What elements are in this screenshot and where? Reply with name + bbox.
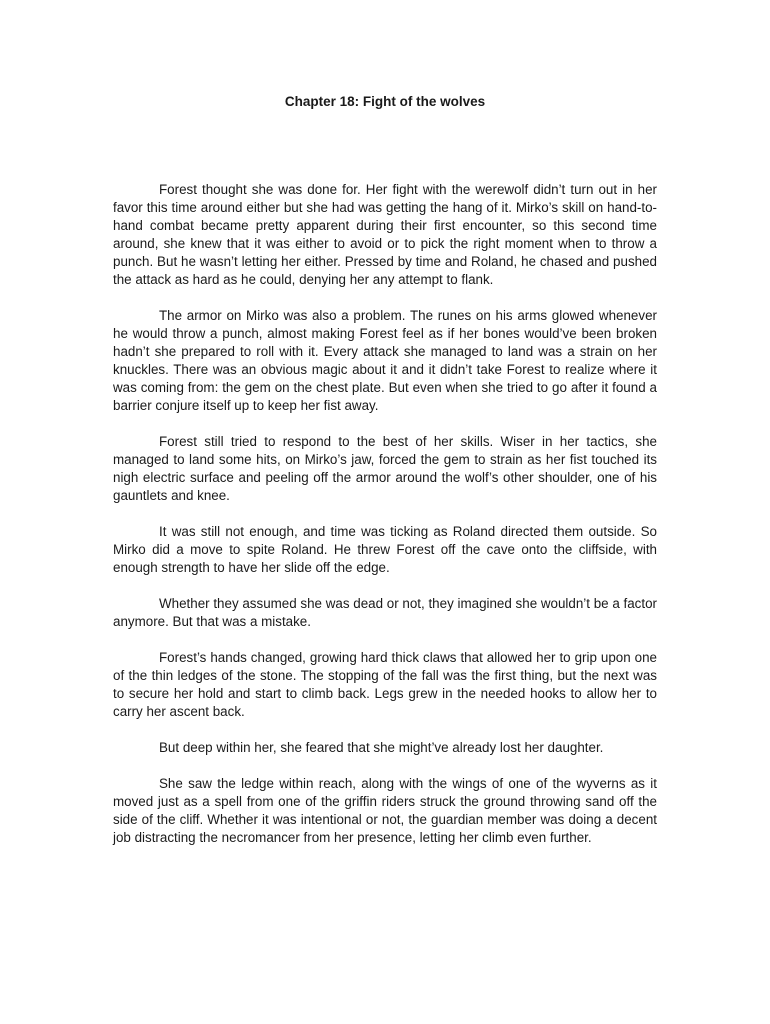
- paragraph-1: Forest thought she was done for. Her fight with the werewolf didn’t turn out in her favor this time around either but she had was getting the hang of it. Mirko’s skill on hand-to-hand combat became pretty apparent during their first encounter, so this second time around, she knew that it was either to avoid or to pick the right moment when to throw a punch. But he wasn’t letting her either. Pressed by time and Roland, he chased and pushed the attack as hard as he could, denying her any attempt to flank.: [113, 182, 657, 287]
- paragraph-4: It was still not enough, and time was ticking as Roland directed them outside. So Mirko did a move to spite Roland. He threw Forest off the cave onto the cliffside, with enough strength to have her slide off the edge.: [113, 524, 657, 575]
- chapter-title: Chapter 18: Fight of the wolves: [284, 94, 486, 109]
- paragraph-8: She saw the ledge within reach, along with the wings of one of the wyverns as it moved just as a spell from one of the griffin riders struck the ground throwing sand off the side of the cliff. Whether it was intentional or not, the guardian member was doing a decent job distracting the necromancer from her presence, letting her climb even further.: [113, 776, 657, 845]
- paragraph-2: The armor on Mirko was also a problem. The runes on his arms glowed whenever he would throw a punch, almost making Forest feel as if her bones would’ve been broken hadn’t she prepared to roll with it. Every attack she managed to land was a strain on her knuckles. There was an obvious magic about it and it didn’t take Forest to realize where it was coming from: the gem on the chest plate. But even when she tried to go after it found a barrier conjure itself up to keep her fist away.: [113, 308, 657, 413]
- paragraph-3: Forest still tried to respond to the best of her skills. Wiser in her tactics, she managed to land some hits, on Mirko’s jaw, forced the gem to strain as her fist touched its nigh electric surface and peeling off the armor around the wolf’s other shoulder, one of his gauntlets and knee.: [113, 434, 657, 503]
- paragraph-5: Whether they assumed she was dead or not, they imagined she wouldn’t be a factor anymore. But that was a mistake.: [113, 596, 657, 629]
- paragraph-6: Forest’s hands changed, growing hard thick claws that allowed her to grip upon one of the thin ledges of the stone. The stopping of the fall was the first thing, but the next was to secure her hold and start to climb back. Legs grew in the needed hooks to allow her to carry her ascent back.: [113, 650, 657, 719]
- chapter-body: [113, 181, 657, 865]
- paragraph-7: But deep within her, she feared that she might’ve already lost her daughter.: [159, 740, 604, 755]
